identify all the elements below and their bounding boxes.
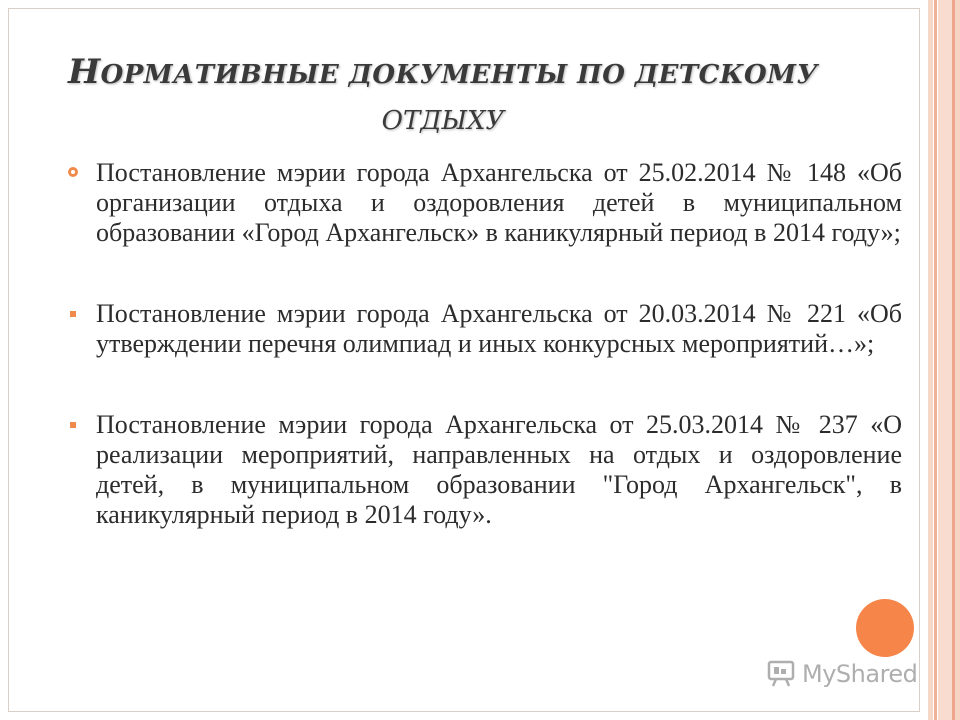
list-item: [96, 410, 902, 530]
list-item: [96, 158, 902, 248]
watermark: [766, 657, 926, 691]
slide-title-line-1: [0, 52, 886, 92]
decorative-stripe: [928, 0, 933, 720]
slide-title-line-2: ОТДЫХУ: [381, 106, 505, 136]
square-bullet-icon: [70, 422, 76, 428]
decorative-circle: [856, 599, 914, 657]
watermark-text: MyShared: [802, 660, 918, 688]
decorative-stripe: [938, 0, 952, 720]
title-line-1-text: ОРМАТИВНЫЕ ДОКУМЕНТЫ ПО ДЕТСКОМУ: [100, 60, 819, 90]
document-list: [96, 158, 902, 530]
presentation-board-icon: [766, 659, 796, 689]
ring-bullet-icon: [68, 167, 78, 177]
decorative-stripe: [955, 0, 960, 720]
list-item-text: Постановление мэрии города Архангельска от 25.02.2014 № 148 «Об организации отдыха и оздоровления детей в муниципальном образовании «Город Архангельск» в каникулярный период в 2014 году»;: [96, 158, 902, 247]
list-item-text: Постановление мэрии города Архангельска от 25.03.2014 № 237 «О реализации мероприятий, направленных на отдых и оздоровление детей, в муниципальном образовании "Город Архангельск", в каникулярный период в 2014 году».: [96, 410, 902, 529]
square-bullet-icon: [70, 311, 76, 317]
list-item: [96, 299, 902, 359]
title-first-letter: Н: [67, 52, 101, 92]
list-item-text: Постановление мэрии города Архангельска от 20.03.2014 № 221 «Об утверждении перечня олимпиад и иных конкурсных мероприятий…»;: [96, 299, 902, 358]
decorative-stripe: [934, 0, 937, 720]
